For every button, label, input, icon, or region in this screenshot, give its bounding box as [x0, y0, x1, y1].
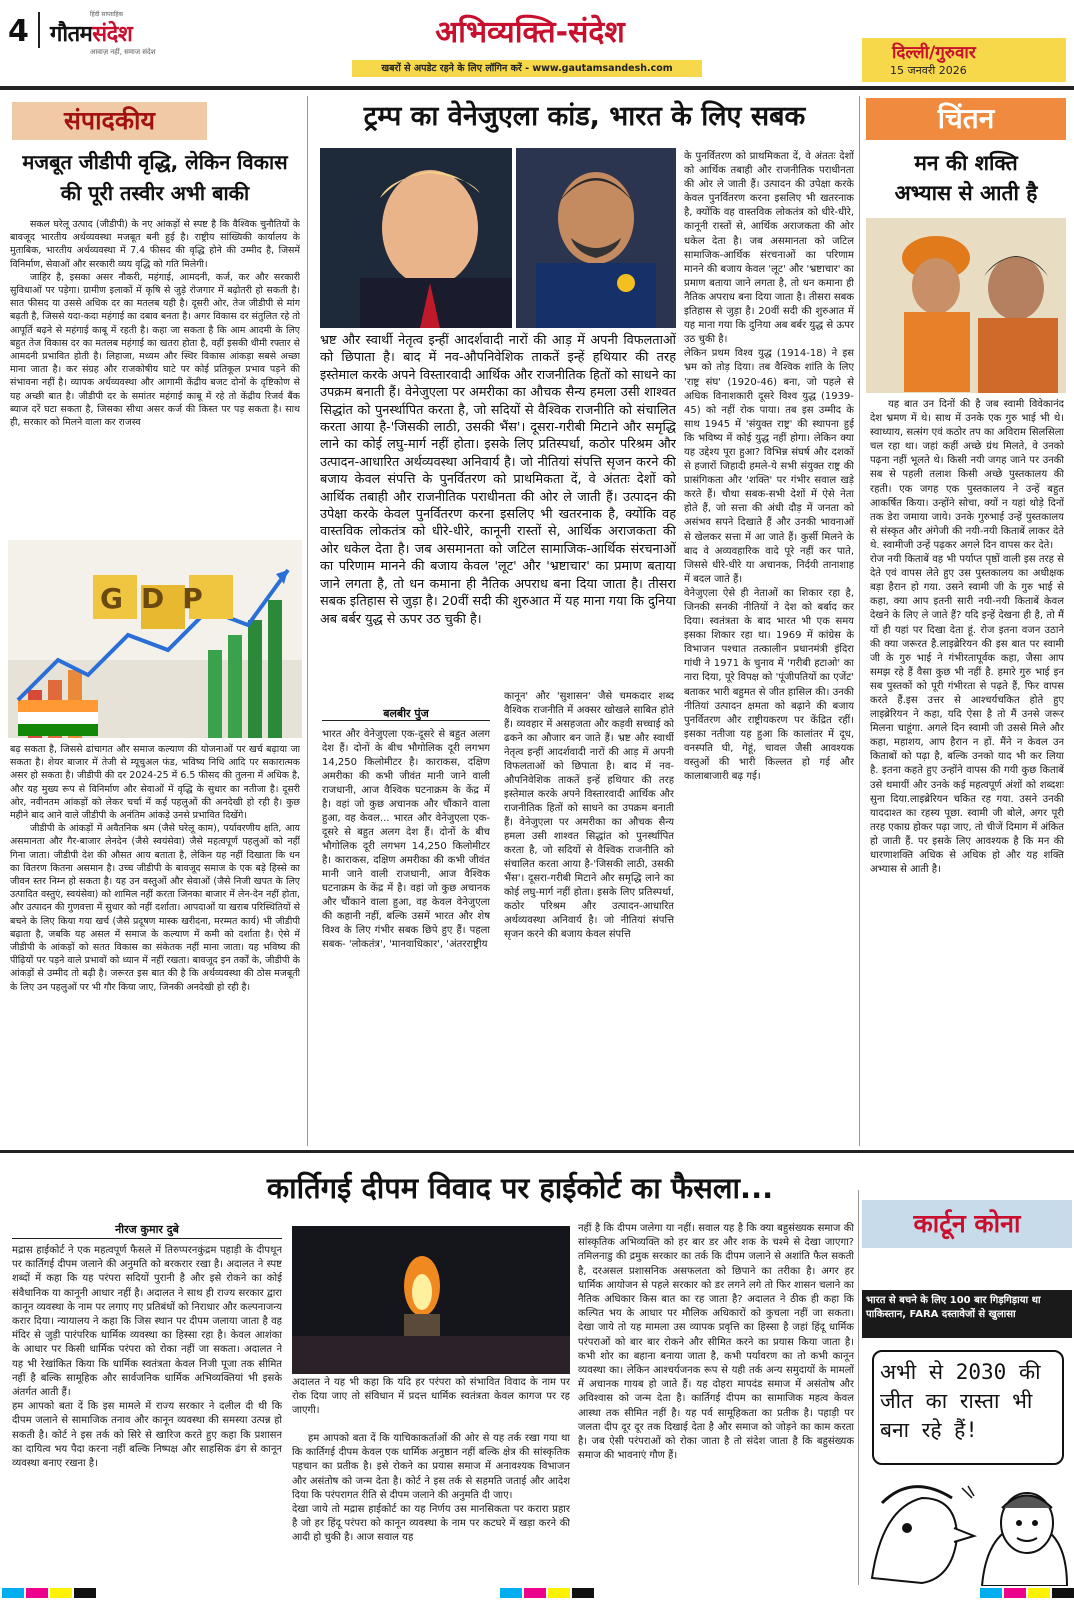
section-rule [0, 1150, 1074, 1153]
maduro-photo [516, 148, 676, 328]
cartoon-label: कार्टून कोना [862, 1200, 1072, 1248]
date-box [862, 38, 1066, 82]
main-headline: ट्रम्प का वेनेजुएला कांड, भारत के लिए सबक [363, 101, 806, 132]
bottom-col3: नहीं है कि दीपम जलेगा या नहीं। सवाल यह है कि क्या बहुसंख्यक समाज की सांस्कृतिक अभिव्यक्ति को हर बार डर और शक के चश्मे से देखा जाएगा? तमिलनाडु की द्रमुक सरकार का तर्क कि दीपम जलाने से अशांति फैल सकती है, दरअसल प्रशासनिक असफलता को छिपाने का तरीका है। अगर हर धार्मिक आयोजन से पहले सरकार को डर लगने लगे तो फिर शासन चलाने का नैतिक अधिकार किस बात का रह जाता है? अदालत ने ठीक ही कहा कि कल्पित भय के आधार पर मौलिक अधिकारों को कुचला नहीं जा सकता। देखा जाये तो यह मामला उस व्यापक प्रवृत्ति का हिस्सा है जहां हिंदू धार्मिक परंपराओं को बार बार रोकने और सीमित करने का प्रयास किया जाता है। कभी शोर का बहाना बनाया जाता है, कभी पर्यावरण का तो कभी कानून व्यवस्था का। लेकिन आश्चर्यजनक रूप से यही तर्क अन्य समुदायों के मामलों में अचानक गायब हो जाते हैं। यह दोहरा मापदंड समाज में असंतोष और अविश्वास को जन्म देता है। कार्तिगई दीपम का सामाजिक महत्व केवल आस्था तक सीमित नहीं है। यह पर्व सामूहिकता का प्रतीक है। पहाड़ी पर जलता दीप दूर दूर तक दिखाई देता है और समाज को जोड़ने का काम करता है। जब ऐसी परंपराओं को रोका जाता है तो संदेश जाता है कि बहुसंख्यक समाज की भावनाएं गौण हैं। [578, 1223, 854, 1462]
logo-wordmark: गौतमसंदेश [50, 22, 133, 47]
registration-mark [50, 1588, 72, 1598]
registration-mark [1004, 1588, 1026, 1598]
deepam-photo [292, 1226, 570, 1374]
registration-mark [1028, 1588, 1050, 1598]
portrait-icon [516, 148, 676, 328]
gdp-chart-icon [8, 540, 302, 738]
author-rule [12, 1238, 282, 1239]
issue-date: 15 जनवरी 2026 [890, 64, 967, 77]
editorial-body-bottom: बढ़ सकता है, जिससे ढांचागत और समाज कल्याण की योजनाओं पर खर्च बढ़ाया जा सकता है। शेयर बाजार में तेजी से म्यूचुअल फंड, भविष्य निधि आदि पर सकारात्मक असर हो सकता है। जीडीपी की दर 2024-25 में 6.5 फीसद की तुलना में अधिक है, और यह मुख्य रूप से विनिर्माण और सेवाओं में वृद्धि के सुधार का नतीजा है। दूसरी ओर, नवीनतम आंकड़ों को लेकर चर्चा में कई पहलुओं की अनदेखी हो रही है। कुछ महीने बाद आने वाले जीडीपी के अनंतिम आंकड़े उनसे प्रभावित दिखेंगे। जीडीपी के आंकड़ों में अवैतनिक श्रम (जैसे घरेलू काम), पर्यावरणीय क्षति, आय असमानता और गैर-बाजार लेनदेन (जैसे स्वयंसेवा) जैसे महत्वपूर्ण पहलुओं को नहीं गिना जाता। जीडीपी देश की औसत आय बताता है, लेकिन यह नहीं दिखाता कि धन का वितरण कितना असमान है। उच्च जीडीपी के बावजूद समाज के एक बड़े हिस्से का जीवन स्तर निम्न हो सकता है। यह उन वस्तुओं और सेवाओं (जैसे निजी खपत के लिए उत्पादित वस्तुएं, स्वयंसेवा) को शामिल नहीं करता जिनका बाजार में लेन-देन नहीं होता, और उत्पादन की गुणवत्ता में सुधार को नहीं दर्शाता। आपदाओं या खराब परिस्थितियों से बचने के लिए किया गया खर्च (जैसे प्रदूषण मास्क खरीदना, मरम्मत कार्य) भी जीडीपी बढ़ाता है, जबकि यह असल में समाज के कल्याण में कमी को दर्शाता है। ऐसे में जीडीपी के आंकड़ों को सतत विकास का संकेतक नहीं माना जाता। यह भविष्य की पीढ़ियों पर पड़ने वाले प्रभावों को ध्यान में नहीं रखता। बावजूद इन तर्कों के, जीडीपी के आंकड़ों से उम्मीद तो बढ़ी है। जरूरत इस बात की है कि अर्थव्यवस्था की ठोस मजबूती के लिए उन पहलुओं पर भी गौर किया जाए, जिनकी अनदेखी हो रही है। [10, 744, 300, 993]
cartoon-news-strip: भारत से बचने के लिए 100 बार गिड़गिड़ाया था पाकिस्तान, FARA दस्तावेजों से खुलासा [862, 1290, 1072, 1338]
page-number: 4 [8, 14, 29, 49]
bottom-author: नीरज कुमार दुबे [115, 1223, 179, 1236]
registration-mark [1052, 1588, 1074, 1598]
registration-mark [500, 1588, 522, 1598]
chintan-label: चिंतन [866, 98, 1066, 140]
main-col3: के पुनर्वितरण को प्राथमिकता दें, वे अंततः देशों को आर्थिक तबाही और राजनीतिक पराधीनता की ओर ले जाती हैं। उत्पादन की उपेक्षा करके केवल पुनर्वितरण करना इसलिए भी खतरनाक है, क्योंकि वह वास्तविक लोकतंत्र को धीरे-धीरे, कानूनी रास्तों से, आर्थिक अराजकता की ओर धकेल देता है। जब असमानता को जटिल सामाजिक-आर्थिक संरचनाओं का परिणाम मानने की बजाय केवल 'लूट' और 'भ्रष्टाचार' का प्रमाण बताया जाने लगता है, तो धन कमाना ही नैतिक अपराध बना दिया जाता है। तीसरा सबक इतिहास से जुड़ा है। 20वीं सदी की शुरुआत में यह माना गया कि दुनिया अब बर्बर युद्ध से ऊपर उठ चुकी है। लेकिन प्रथम विश्व युद्ध (1914-18) ने इस भ्रम को तोड़ दिया। तब वैश्विक शांति के लिए 'राष्ट्र संघ' (1920-46) बना, जो पहले से अधिक विनाशकारी दूसरे विश्व युद्ध (1939-45) को नहीं रोक पाया। तब इस उम्मीद के साथ 1945 में 'संयुक्त राष्ट्र' की स्थापना हुई कि भविष्य में कोई युद्ध नहीं होगा। लेकिन क्या यह उद्देश्य पूरा हुआ? विभिन्न संघर्ष और दशकों से हजारों जिहादी हमले-ये सभी संयुक्त राष्ट्र की प्रासंगिकता और 'शक्ति' पर गंभीर सवाल खड़े करते हैं। चौथा सबक-सभी देशों में ऐसे नेता होते हैं, जो सत्ता की अंधी दौड़ में जनता को असंभव सपने दिखाते हैं और उनकी भावनाओं से खेलकर सत्ता में आ जाते हैं। कुर्सी मिलने के बाद वे अव्यवहारिक वादे पूरे नहीं कर पाते, जिससे धीरे-धीरे या अचानक, निर्दयी तानाशाह में बदल जाते हैं। वेनेजुएला ऐसे ही नेताओं का शिकार रहा है, जिनकी सनकी नीतियों ने देश को बर्बाद कर दिया। स्वतंत्रता के बाद भारत भी एक समय इसका शिकार रहा था। 1969 में कांग्रेस के विभाजन पश्चात तत्कालीन प्रधानमंत्री इंदिरा गांधी ने 1971 के चुनाव में 'गरीबी हटाओ' का नारा दिया, पूरे विपक्ष को 'पूंजीपतियों का एजेंट' बताकर भारी बहुमत से जीत हासिल की। उनकी नीतियां उत्पादन क्षमता को बढ़ाने की बजाय पुनर्वितरण और राष्ट्रीयकरण पर केंद्रित रहीं। इसका नतीजा यह हुआ कि कालांतर में दूध, वनस्पति घी, गेहूं, चावल जैसी आवश्यक वस्तुओं की भारी किल्लत हो गई और कालाबाजारी बढ़ गई। [684, 151, 854, 783]
registration-mark [26, 1588, 48, 1598]
registration-mark [980, 1588, 1002, 1598]
main-lead-text: भ्रष्ट और स्वार्थी नेतृत्व इन्हीं आदर्शवादी नारों की आड़ में अपनी विफलताओं को छिपाता है। बाद में नव-औपनिवेशिक ताकतें इन्हें हथियार की तरह इस्तेमाल करके अपने विस्तारवादी आर्थिक और राजनीतिक हितों को साधने का उपक्रम बनाती हैं। वेनेजुएला पर अमरीका का औचक सैन्य हमला उसी शाश्वत सिद्धांत को पुनर्स्थापित करता है, जो सदियों से वैश्विक राजनीति को संचालित करता आया है-'जिसकी लाठी, उसकी भैंस'। दूसरा-गरीबी मिटाने और समृद्धि लाने का कोई लघु-मार्ग नहीं होता। इसके लिए प्रतिस्पर्धा, कठोर परिश्रम और उत्पादन-आधारित अर्थव्यवस्था अनिवार्य है। जो नीतियां संपत्ति सृजन करने की बजाय केवल संपत्ति के पुनर्वितरण को प्राथमिकता दें, वे अंततः देशों को आर्थिक तबाही और राजनीतिक पराधीनता की ओर ले जाती हैं। उत्पादन की उपेक्षा करके केवल पुनर्वितरण करना इसलिए भी खतरनाक है, क्योंकि वह वास्तविक लोकतंत्र को धीरे-धीरे, कानूनी रास्तों से, आर्थिक अराजकता की ओर धकेल देता है। जब असमानता को जटिल सामाजिक-आर्थिक संरचनाओं का परिणाम मानने की बजाय केवल 'लूट' और 'भ्रष्टाचार' का प्रमाण बताया जाने लगता है, तो धन कमाना ही नैतिक अपराध बना दिया जाता है। तीसरा सबक इतिहास से जुड़ा है। 20वीं सदी की शुरुआत में यह माना गया कि दुनिया अब बर्बर युद्ध से ऊपर उठ चुकी है। [320, 333, 676, 627]
cartoon-figure-icon [862, 1468, 1072, 1586]
gdp-cube-text: GDP [100, 582, 221, 615]
chintan-body: यह बात उन दिनों की है जब स्वामी विवेकानंद देश भ्रमण में थे। साथ में उनके एक गुरु भाई भी थे। स्वाध्याय, सत्संग एवं कठोर तप का अविराम सिलसिला चल रहा था। जहां कहीं अच्छे ग्रंथ मिलते, वे उनको पढ़ना नहीं भूलते थे। किसी नयी जगह जाने पर उनकी सब से पहली तलाश किसी अच्छे पुस्तकालय की रहती। एक जगह एक पुस्तकालय ने उन्हें बहुत आकर्षित किया। उन्होंने सोचा, क्यों न यहां थोड़े दिनों तक डेरा जमाया जाये। उनके गुरुभाई उन्हें पुस्तकालय से संस्कृत और अंगेजी की नयी-नयी किताबें लाकर देते थे. स्वामीजी उन्हें पढ़कर अगले दिन वापस कर देते। रोज नयी किताबें वह भी पर्याप्त पृष्ठों वाली इस तरह से देते एवं वापस लेते हुए उस पुस्तकालय का अधीक्षक बड़ा हैरान हो गया. उसने स्वामी जी के गुरु भाई से कहा, क्या आप इतनी सारी नयी-नयी किताबें केवल देखने के लिए ले जाते हैं? यदि इन्हें देखना ही है, तो मैं यों ही यहां पर दिखा देता हूं. रोज इतना वजन उठाने की क्या जरूरत है.लाइब्रेरियन की इस बात पर स्वामी जी के गुरु भाई ने गंभीरतापूर्वक कहा, जैसा आप समझ रहे हैं वैसा कुछ भी नहीं है. हमारे गुरु भाई इन सब पुस्तकों को पूरी गंभीरता से पढ़ते हैं, फिर वापस करते हैं.इस उत्तर से आश्चर्यचकित होते हुए लाइब्रेरियन ने कहा, यदि ऐसा है तो मैं उनसे जरूर मिलना चाहूंगा. अगले दिन स्वामी जी उससे मिले और कहा, महाशय, आप हैरान न हों. मैंने न केवल उन किताबों को पढ़ा है, बल्कि उनको याद भी कर लिया है. इतना कहते हुए उन्होंने वापस की गयी कुछ किताबें उसे थमायीं और उनके कई महत्वपूर्ण अंशों को शब्दशः सुना दिया.लाइब्रेरियन चकित रह गया. उसने उनकी याददाश्त का रहस्य पूछा. स्वामी जी बोले, अगर पूरी तरह एकाग्र होकर पढ़ा जाए, तो चीजें दिमाग में अंकित हो जाती हैं. पर इसके लिए आवश्यक है कि मन की धारणाशक्ति अधिक से अधिक हो और यह शक्ति अभ्यास से आती है। [870, 399, 1064, 876]
portrait-icon [320, 148, 512, 328]
cartoon-speech-bubble: अभी से 2030 की जीत का रास्ता भी बना रहे हैं! [872, 1350, 1064, 1465]
vivekananda-photo [866, 218, 1066, 393]
portrait-icon [866, 218, 1066, 393]
bottom-col1: मद्रास हाईकोर्ट ने एक महत्वपूर्ण फैसले में तिरुप्परनकुंद्रम पहाड़ी के दीपथून पर कार्तिगई दीपम जलाने की अनुमति को बरकरार रखा है। अदालत ने स्पष्ट शब्दों में कहा कि यह परंपरा सदियों पुरानी है और इसे रोकने का कोई संवैधानिक या कानूनी आधार नहीं है। अदालत ने साथ ही राज्य सरकार द्वारा कानून व्यवस्था के नाम पर लगाए गए प्रतिबंधों को निराधार और कल्पनाजन्य करार दिया। न्यायालय ने कहा कि जिस स्थान पर दीपम जलाया जाता है वह मंदिर से जुड़ी पारंपरिक धार्मिक व्यवस्था का हिस्सा रहा है। केवल आशंका के आधार पर किसी धार्मिक परंपरा को रोका नहीं जा सकता। अदालत ने यह भी रेखांकित किया कि धार्मिक स्वतंत्रता केवल निजी पूजा तक सीमित नहीं है बल्कि सामूहिक और सार्वजनिक धार्मिक अभिव्यक्तियां भी इसके अंतर्गत आती हैं। हम आपको बता दें कि इस मामले में राज्य सरकार ने दलील दी थी कि दीपम जलाने से सामाजिक तनाव और कानून व्यवस्था की समस्या उत्पन्न हो सकती है। कोर्ट ने इस तर्क को सिरे से खारिज करते हुए कहा कि प्रशासन का दायित्व भय पैदा करना नहीं बल्कि निष्पक्ष और साहसिक ढंग से कानून व्यवस्था बनाए रखना है। [12, 1245, 282, 1470]
trump-photo [320, 148, 512, 328]
fire-icon [292, 1226, 570, 1374]
cartoon-drawing [862, 1468, 1072, 1586]
column-rule [307, 96, 308, 1146]
main-col2: कानून' और 'सुशासन' जैसे चमकदार शब्द वैश्विक राजनीति में अक्सर खोखले साबित होते हैं। व्यवहार में असहजता और कड़वी सच्चाई को ढकने का औजार बन जाते हैं। भ्रष्ट और स्वार्थी नेतृत्व इन्हीं आदर्शवादी नारों की आड़ में अपनी विफलताओं को छिपाता है। बाद में नव-औपनिवेशिक ताकतें इन्हें हथियार की तरह इस्तेमाल करके अपने विस्तारवादी आर्थिक और राजनीतिक हितों को साधने का उपक्रम बनाती हैं। वेनेजुएला पर अमरीका का औचक सैन्य हमला उसी शाश्वत सिद्धांत को पुनर्स्थापित करता है, जो सदियों से वैश्विक राजनीति को संचालित करता आया है-'जिसकी लाठी, उसकी भैंस'। दूसरा-गरीबी मिटाने और समृद्धि लाने का कोई लघु-मार्ग नहीं होता। इसके लिए प्रतिस्पर्धा, कठोर परिश्रम और उत्पादन-आधारित अर्थव्यवस्था अनिवार्य है। जो नीतियां संपत्ति सृजन करने की बजाय केवल संपत्ति [504, 691, 674, 940]
bottom-col2-b: हम आपको बता दें कि याचिकाकर्ताओं की ओर से यह तर्क रखा गया था कि कार्तिगई दीपम केवल एक धार्मिक अनुष्ठान नहीं बल्कि क्षेत्र की सांस्कृतिक पहचान का प्रतीक है। इसे रोकने का प्रयास समाज में अनावश्यक विभाजन और असंतोष को जन्म देता है। कोर्ट ने इस तर्क से सहमति जताई और आदेश दिया कि परंपरागत रीति से दीपम जलाने की अनुमति दी जाए। देखा जाये तो मद्रास हाईकोर्ट का यह निर्णय उस मानसिकता पर करारा प्रहार है जो हर हिंदू परंपरा को कानून व्यवस्था के नाम पर कटघरे में खड़ा करने की आदी हो चुकी है। आज सवाल यह [292, 1433, 570, 1544]
main-author: बलबीर पुंज [383, 707, 429, 720]
newspaper-logo[interactable] [50, 11, 192, 58]
main-col1: भारत और वेनेजुएला एक-दूसरे से बहुत अलग देश हैं। दोनों के बीच भौगोलिक दूरी लगभग 14,250 किलोमीटर है। काराकस, दक्षिण अमरीका की कभी जीवंत मानी जाने वाली राजधानी, आज वैश्विक घटनाक्रम के केंद्र में है। वहां जो कुछ अचानक और चौंकाने वाला हुआ, वह केवल... भारत और वेनेजुएला एक-दूसरे से बहुत अलग देश हैं। दोनों के बीच भौगोलिक दूरी लगभग 14,250 किलोमीटर है। काराकस, दक्षिण अमरीका की कभी जीवंत मानी जाने वाली राजधानी, आज वैश्विक घटनाक्रम के केंद्र में है। वहां जो कुछ अचानक और चौंकाने वाला हुआ, वह केवल वेनेजुएला की कहानी नहीं, बल्कि उसमें भारत और शेष विश्व के लिए गंभीर सबक छिपे हुए हैं। पहला सबक- 'लोकतंत्र', 'मानवाधिकार', 'अंतरराष्ट्रीय [322, 729, 490, 950]
editorial-headline: मजबूत जीडीपी वृद्धि, लेकिन विकास की पूरी तस्वीर अभी बाकी [22, 150, 288, 205]
logo-tagline: आवाज़ नहीं, समाज संदेश [90, 48, 156, 56]
city-day: दिल्ली/गुरुवार [892, 43, 976, 63]
website-strip[interactable]: खबरों से अपडेट रहने के लिए लॉगिन करें - www.gautamsandesh.com [352, 60, 702, 77]
bottom-headline: कार्तिगई दीपम विवाद पर हाईकोर्ट का फैसला... [266, 1171, 774, 1205]
registration-mark [524, 1588, 546, 1598]
registration-mark [548, 1588, 570, 1598]
bottom-col2-a: अदालत ने यह भी कहा कि यदि हर परंपरा को संभावित विवाद के नाम पर रोक दिया जाए तो संविधान में प्रदत्त धार्मिक स्वतंत्रता केवल कागज पर रह जाएगी। [292, 1377, 570, 1416]
registration-mark [572, 1588, 594, 1598]
section-title: अभिव्यक्ति-संदेश [435, 15, 625, 50]
editorial-body-top: सकल घरेलू उत्पाद (जीडीपी) के नए आंकड़ों से स्पष्ट है कि वैश्विक चुनौतियों के बावजूद भारतीय अर्थव्यवस्था मजबूत बनी हुई है। राष्ट्रीय सांख्यिकी कार्यालय के मुताबिक, भारतीय अर्थव्यवस्था में 7.4 फीसद की वृद्धि होने की उम्मीद है, जिसमें विनिर्माण, सेवाओं और सरकारी व्यय वृद्धि को गति मिलेगी। जाहिर है, इसका असर नौकरी, महंगाई, आमदनी, कर्ज, कर और सरकारी सुविधाओं पर पड़ेगा। ग्रामीण इलाकों में कृषि से जुड़े रोजगार में बढ़ोतरी हो सकती है। सात फीसद या उससे अधिक दर का मतलब यही है। दूसरी ओर, तेज जीडीपी से मांग बढ़ती है, जिससे यदा-कदा महंगाई का दबाव बनता है। अगर विकास दर संतुलित रहे तो आपूर्ति बढ़ने से महंगाई काबू में रहती है। कहा जा सकता है कि आम आदमी के लिए बहुत तेज विकास दर का मतलब महंगाई का खतरा होता है, वहीं इसकी धीमी रफ्तार से आमदनी प्रभावित होती है। लिहाजा, मध्यम और स्थिर विकास आंकड़ा सबसे अच्छा माना जाता है। कर संग्रह और राजकोषीय घाटे पर कोई प्रतिकूल प्रभाव पड़ने की संभावना नहीं है। व्यापक अर्थव्यवस्था और आगामी केंद्रीय बजट दोनों के दृष्टिकोण से यह अच्छी बात है। जीडीपी दर के समांतर महंगाई काबू में रहे तो केंद्रीय रिजर्व बैंक ब्याज दरें घटा सकता है, जिसका सीधा असर कर्ज की किस्त पर पड़ सकता है। साथ ही, सरकार को मिलने वाला कर राजस्व [10, 219, 300, 429]
registration-mark [2, 1588, 24, 1598]
registration-mark [74, 1588, 96, 1598]
logo-top-text: हिंदी साप्ताहिक [90, 11, 124, 18]
gdp-illustration [8, 540, 302, 738]
column-rule [858, 1190, 859, 1585]
editorial-label: संपादकीय [12, 102, 207, 140]
column-rule [859, 96, 860, 1146]
header-rule [0, 86, 1074, 90]
divider [38, 12, 40, 48]
chintan-headline: मन की शक्ति अभ्यास से आती है [894, 151, 1038, 205]
